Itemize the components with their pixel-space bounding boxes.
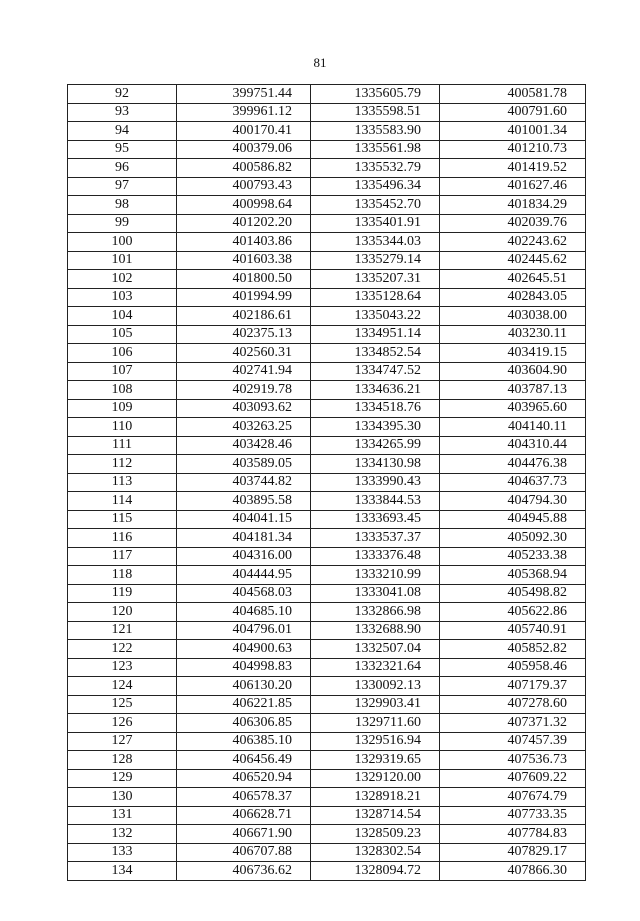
point-number-cell: 105 [68,325,177,344]
point-number-cell: 114 [68,492,177,511]
table-row [68,492,586,511]
x2-cell: 405740.91 [440,621,586,640]
table-row [68,769,586,788]
x1-cell: 402919.78 [177,381,311,400]
point-number-cell: 131 [68,806,177,825]
y1-cell: 1329903.41 [311,695,440,714]
x1-cell: 406385.10 [177,732,311,751]
x1-cell: 403428.46 [177,436,311,455]
x2-cell: 401001.34 [440,122,586,141]
y1-cell: 1329319.65 [311,751,440,770]
x1-cell: 399961.12 [177,103,311,122]
point-number-cell: 116 [68,529,177,548]
x2-cell: 404310.44 [440,436,586,455]
x2-cell: 403787.13 [440,381,586,400]
point-number-cell: 108 [68,381,177,400]
y1-cell: 1333844.53 [311,492,440,511]
table-row [68,288,586,307]
y1-cell: 1333376.48 [311,547,440,566]
y1-cell: 1334265.99 [311,436,440,455]
y1-cell: 1335043.22 [311,307,440,326]
y1-cell: 1333693.45 [311,510,440,529]
x2-cell: 404794.30 [440,492,586,511]
x1-cell: 406578.37 [177,788,311,807]
page-number: 81 [313,55,327,70]
table-row [68,566,586,585]
y1-cell: 1333990.43 [311,473,440,492]
y1-cell: 1333210.99 [311,566,440,585]
x1-cell: 406671.90 [177,825,311,844]
y1-cell: 1335583.90 [311,122,440,141]
x1-cell: 401603.38 [177,251,311,270]
table-row [68,140,586,159]
x1-cell: 404181.34 [177,529,311,548]
y1-cell: 1330092.13 [311,677,440,696]
x1-cell: 406456.49 [177,751,311,770]
table-row [68,714,586,733]
table-row [68,159,586,178]
point-number-cell: 132 [68,825,177,844]
x1-cell: 404998.83 [177,658,311,677]
y1-cell: 1335605.79 [311,85,440,104]
table-row [68,843,586,862]
point-number-cell: 109 [68,399,177,418]
x1-cell: 401800.50 [177,270,311,289]
point-number-cell: 130 [68,788,177,807]
table-row [68,732,586,751]
point-number-cell: 97 [68,177,177,196]
point-number-cell: 94 [68,122,177,141]
y1-cell: 1335561.98 [311,140,440,159]
point-number-cell: 122 [68,640,177,659]
point-number-cell: 98 [68,196,177,215]
point-number-cell: 117 [68,547,177,566]
x1-cell: 400379.06 [177,140,311,159]
point-number-cell: 96 [68,159,177,178]
x1-cell: 404796.01 [177,621,311,640]
x2-cell: 407278.60 [440,695,586,714]
x2-cell: 404637.73 [440,473,586,492]
table-row [68,695,586,714]
y1-cell: 1332866.98 [311,603,440,622]
y1-cell: 1329120.00 [311,769,440,788]
point-number-cell: 102 [68,270,177,289]
x2-cell: 407179.37 [440,677,586,696]
x1-cell: 406736.62 [177,862,311,881]
table-row [68,862,586,881]
x2-cell: 401419.52 [440,159,586,178]
x1-cell: 401403.86 [177,233,311,252]
x1-cell: 406520.94 [177,769,311,788]
coordinate-table-body [68,85,586,881]
x2-cell: 405233.38 [440,547,586,566]
x2-cell: 405852.82 [440,640,586,659]
point-number-cell: 110 [68,418,177,437]
point-number-cell: 92 [68,85,177,104]
y1-cell: 1329516.94 [311,732,440,751]
table-row [68,658,586,677]
point-number-cell: 121 [68,621,177,640]
table-row [68,214,586,233]
y1-cell: 1328918.21 [311,788,440,807]
point-number-cell: 125 [68,695,177,714]
x2-cell: 405622.86 [440,603,586,622]
table-row [68,640,586,659]
x2-cell: 403419.15 [440,344,586,363]
table-row [68,251,586,270]
table-row [68,436,586,455]
y1-cell: 1335344.03 [311,233,440,252]
table-row [68,825,586,844]
x2-cell: 407371.32 [440,714,586,733]
y1-cell: 1334852.54 [311,344,440,363]
x2-cell: 403965.60 [440,399,586,418]
point-number-cell: 133 [68,843,177,862]
y1-cell: 1334130.98 [311,455,440,474]
y1-cell: 1335496.34 [311,177,440,196]
x2-cell: 402843.05 [440,288,586,307]
point-number-cell: 126 [68,714,177,733]
x1-cell: 400998.64 [177,196,311,215]
x1-cell: 403895.58 [177,492,311,511]
table-row [68,196,586,215]
x1-cell: 403263.25 [177,418,311,437]
x1-cell: 404900.63 [177,640,311,659]
y1-cell: 1333537.37 [311,529,440,548]
x1-cell: 402741.94 [177,362,311,381]
x2-cell: 401834.29 [440,196,586,215]
y1-cell: 1334518.76 [311,399,440,418]
point-number-cell: 104 [68,307,177,326]
table-row [68,233,586,252]
table-row [68,621,586,640]
point-number-cell: 123 [68,658,177,677]
x1-cell: 406221.85 [177,695,311,714]
x2-cell: 403038.00 [440,307,586,326]
point-number-cell: 95 [68,140,177,159]
table-row [68,455,586,474]
table-row [68,381,586,400]
y1-cell: 1328302.54 [311,843,440,862]
point-number-cell: 124 [68,677,177,696]
y1-cell: 1333041.08 [311,584,440,603]
point-number-cell: 111 [68,436,177,455]
table-row [68,399,586,418]
table-row [68,362,586,381]
point-number-cell: 127 [68,732,177,751]
y1-cell: 1335207.31 [311,270,440,289]
x2-cell: 405092.30 [440,529,586,548]
point-number-cell: 120 [68,603,177,622]
x1-cell: 402186.61 [177,307,311,326]
x2-cell: 407609.22 [440,769,586,788]
table-row [68,603,586,622]
y1-cell: 1335532.79 [311,159,440,178]
point-number-cell: 107 [68,362,177,381]
point-number-cell: 93 [68,103,177,122]
x2-cell: 404476.38 [440,455,586,474]
x1-cell: 404316.00 [177,547,311,566]
x1-cell: 406628.71 [177,806,311,825]
y1-cell: 1335598.51 [311,103,440,122]
y1-cell: 1332507.04 [311,640,440,659]
y1-cell: 1334395.30 [311,418,440,437]
point-number-cell: 118 [68,566,177,585]
x1-cell: 403589.05 [177,455,311,474]
x1-cell: 402375.13 [177,325,311,344]
y1-cell: 1335128.64 [311,288,440,307]
table-row [68,418,586,437]
x2-cell: 401210.73 [440,140,586,159]
table-row [68,344,586,363]
x2-cell: 402039.76 [440,214,586,233]
point-number-cell: 113 [68,473,177,492]
x1-cell: 400793.43 [177,177,311,196]
x1-cell: 406306.85 [177,714,311,733]
x2-cell: 407784.83 [440,825,586,844]
x2-cell: 405368.94 [440,566,586,585]
y1-cell: 1328714.54 [311,806,440,825]
y1-cell: 1335279.14 [311,251,440,270]
point-number-cell: 100 [68,233,177,252]
x2-cell: 405498.82 [440,584,586,603]
table-row [68,788,586,807]
point-number-cell: 128 [68,751,177,770]
x2-cell: 407674.79 [440,788,586,807]
table-row [68,510,586,529]
x1-cell: 401202.20 [177,214,311,233]
x1-cell: 400170.41 [177,122,311,141]
x2-cell: 400791.60 [440,103,586,122]
x1-cell: 400586.82 [177,159,311,178]
x2-cell: 405958.46 [440,658,586,677]
x1-cell: 404685.10 [177,603,311,622]
y1-cell: 1334747.52 [311,362,440,381]
y1-cell: 1334636.21 [311,381,440,400]
x2-cell: 403230.11 [440,325,586,344]
point-number-cell: 101 [68,251,177,270]
y1-cell: 1332688.90 [311,621,440,640]
table-row [68,677,586,696]
x2-cell: 407866.30 [440,862,586,881]
x2-cell: 402243.62 [440,233,586,252]
y1-cell: 1332321.64 [311,658,440,677]
table-row [68,122,586,141]
x2-cell: 407536.73 [440,751,586,770]
point-number-cell: 112 [68,455,177,474]
table-row [68,529,586,548]
x1-cell: 401994.99 [177,288,311,307]
point-number-cell: 115 [68,510,177,529]
x1-cell: 403093.62 [177,399,311,418]
y1-cell: 1334951.14 [311,325,440,344]
table-row [68,270,586,289]
point-number-cell: 134 [68,862,177,881]
x1-cell: 402560.31 [177,344,311,363]
table-row [68,751,586,770]
x1-cell: 406130.20 [177,677,311,696]
table-row [68,584,586,603]
table-row [68,85,586,104]
y1-cell: 1335452.70 [311,196,440,215]
table-row [68,547,586,566]
point-number-cell: 129 [68,769,177,788]
table-row [68,177,586,196]
x2-cell: 404945.88 [440,510,586,529]
x1-cell: 406707.88 [177,843,311,862]
x2-cell: 407829.17 [440,843,586,862]
x2-cell: 404140.11 [440,418,586,437]
point-number-cell: 119 [68,584,177,603]
table-row [68,473,586,492]
y1-cell: 1335401.91 [311,214,440,233]
x1-cell: 404041.15 [177,510,311,529]
y1-cell: 1329711.60 [311,714,440,733]
x1-cell: 399751.44 [177,85,311,104]
x2-cell: 403604.90 [440,362,586,381]
x2-cell: 407457.39 [440,732,586,751]
table-row [68,103,586,122]
x2-cell: 402445.62 [440,251,586,270]
x2-cell: 407733.35 [440,806,586,825]
point-number-cell: 99 [68,214,177,233]
x2-cell: 401627.46 [440,177,586,196]
x1-cell: 403744.82 [177,473,311,492]
y1-cell: 1328094.72 [311,862,440,881]
point-number-cell: 106 [68,344,177,363]
table-row [68,806,586,825]
x1-cell: 404444.95 [177,566,311,585]
x2-cell: 400581.78 [440,85,586,104]
x1-cell: 404568.03 [177,584,311,603]
x2-cell: 402645.51 [440,270,586,289]
table-row [68,307,586,326]
coordinate-table [67,84,586,881]
y1-cell: 1328509.23 [311,825,440,844]
point-number-cell: 103 [68,288,177,307]
table-row [68,325,586,344]
